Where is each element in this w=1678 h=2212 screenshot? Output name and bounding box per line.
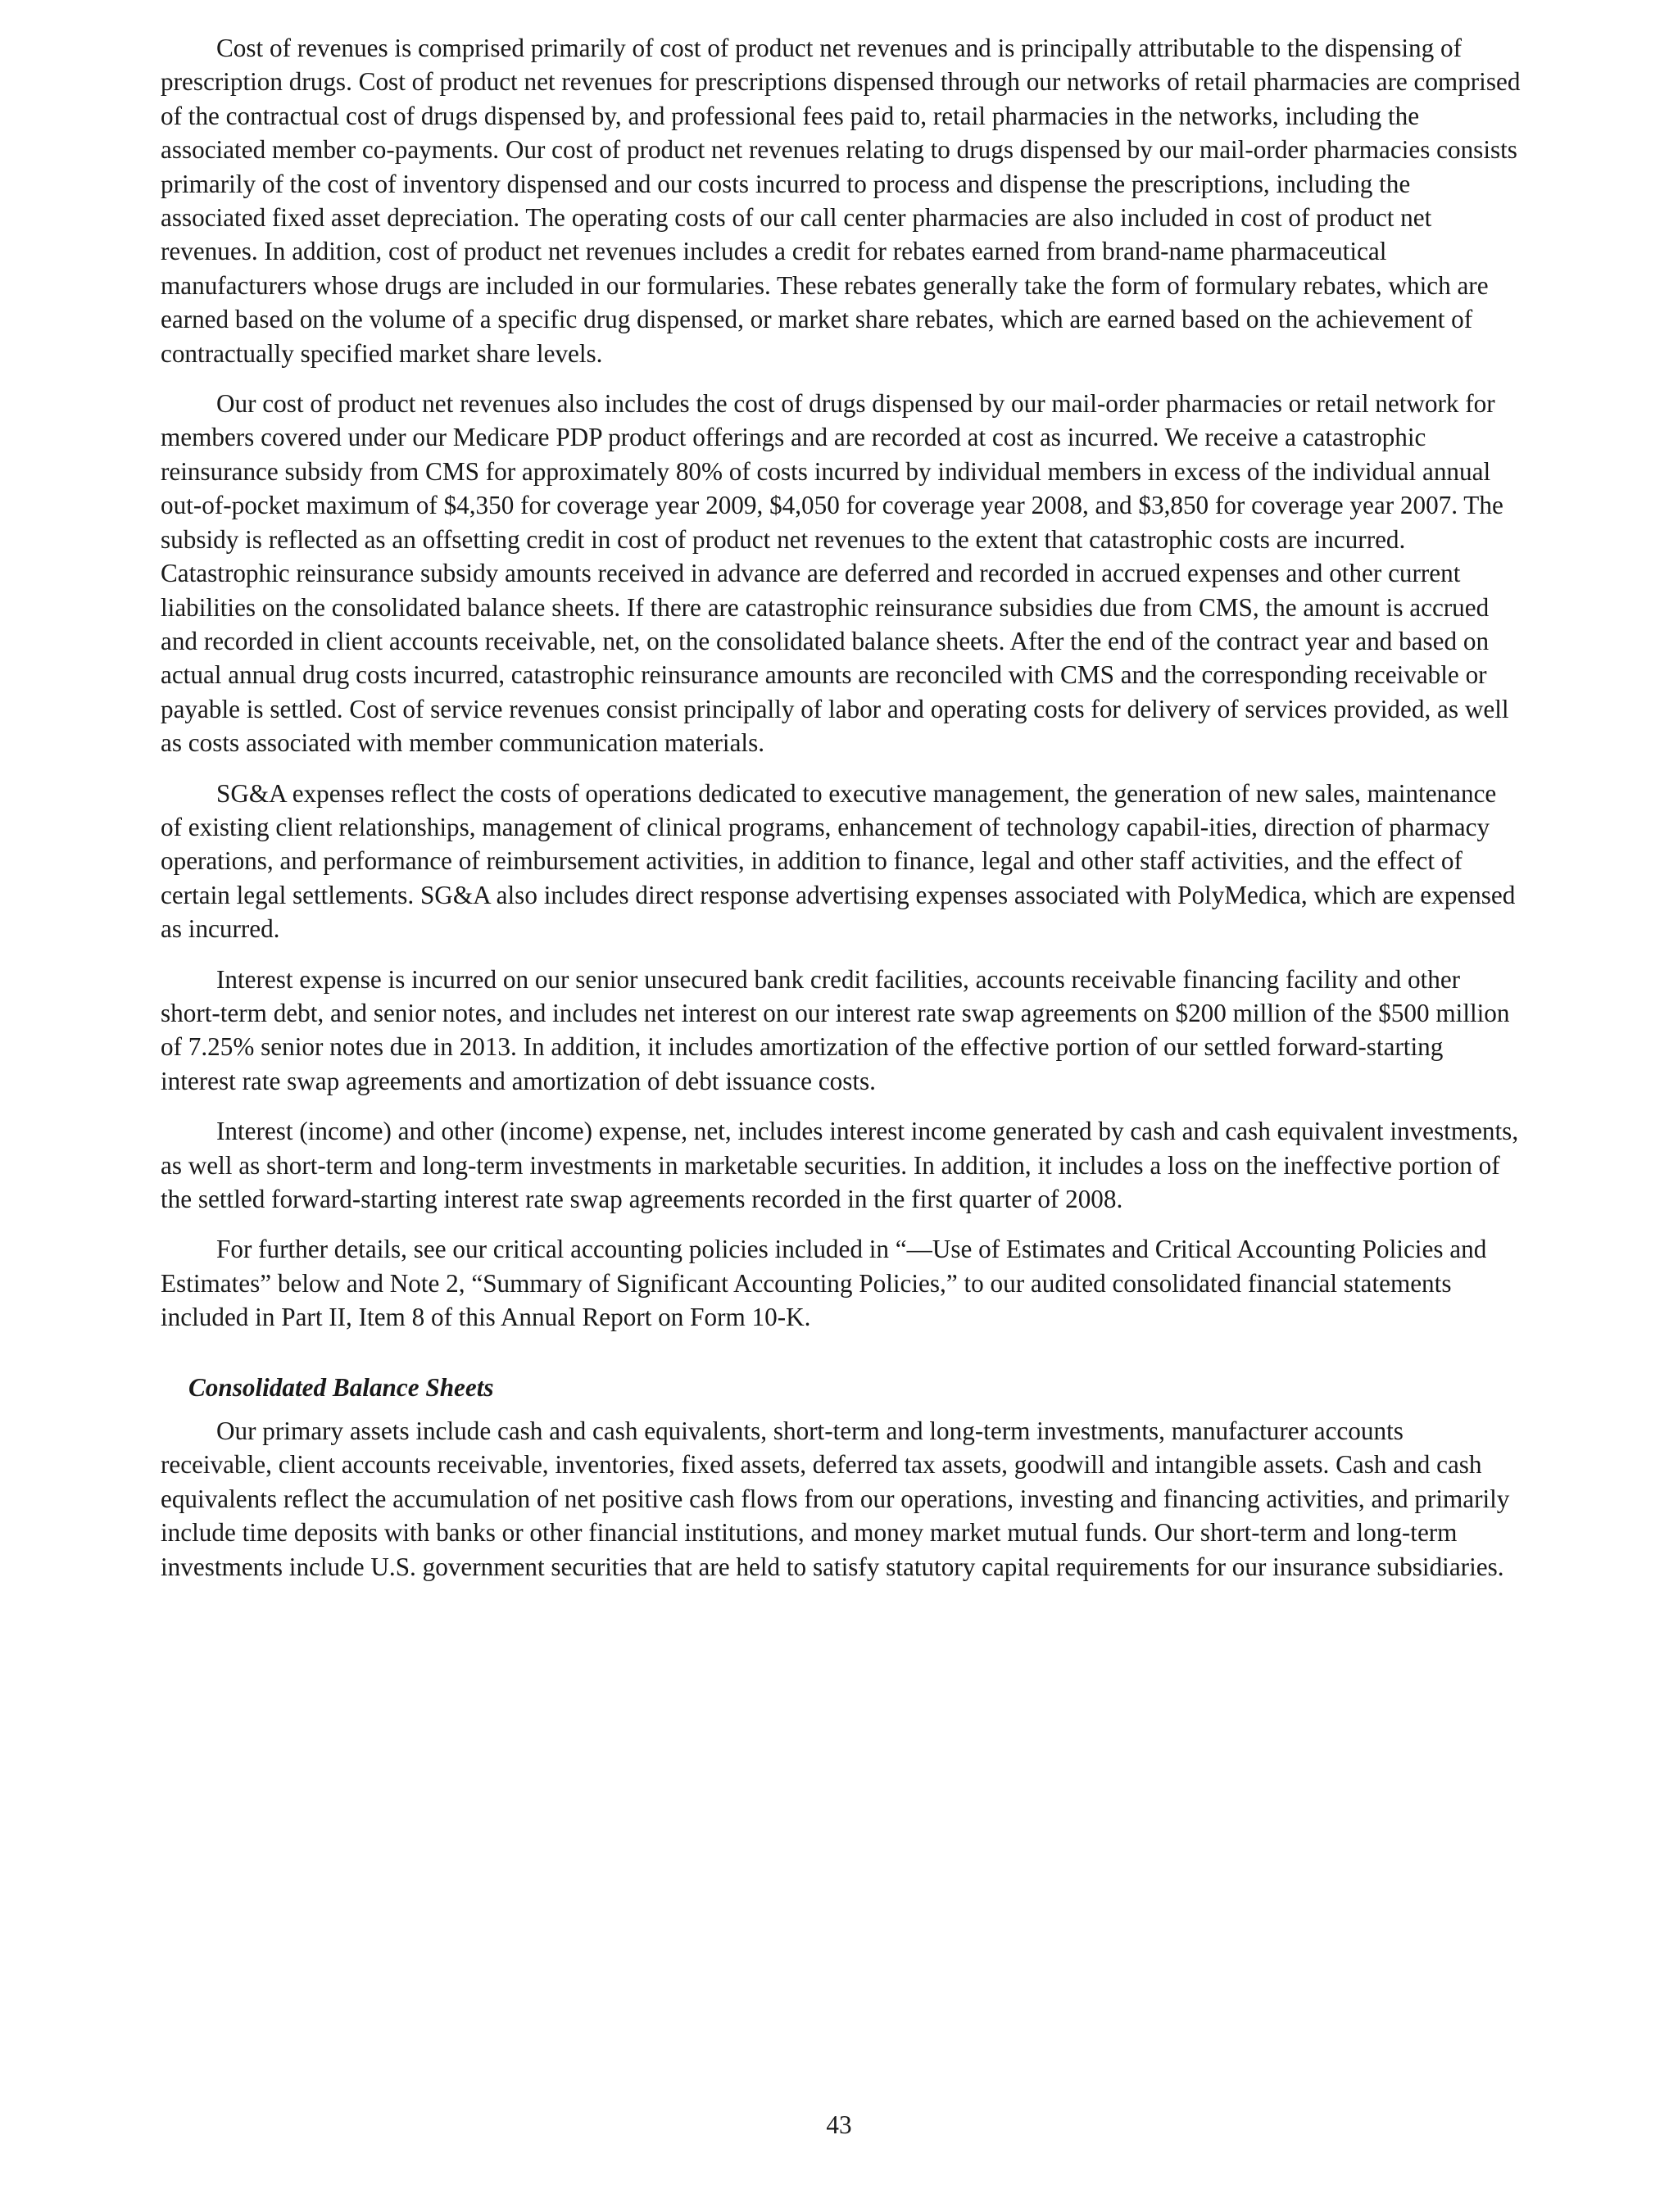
- page-number: 43: [826, 2110, 852, 2139]
- paragraph-interest-income: Interest (income) and other (income) expense, net, includes interest income generated by cash and cash equivalent investments, as well as short-term and long-term investments in marketable securities. In addition, it includes a loss on the ineffective portion of the settled forward-starting interest rate swap agreements recorded in the first quarter of 2008.: [161, 1117, 1519, 1213]
- paragraph-cost-of-revenues: Cost of revenues is comprised primarily of cost of product net revenues and is principally attributable to the dispensing of prescription drugs. Cost of product net revenues for prescriptions dispensed through our networks of retail pharmacies are comprised of the contractual cost of drugs dispensed by, and professional fees paid to, retail pharmacies in the networks, including the associated member co-payments. Our cost of product net revenues relating to drugs dispensed by our mail-order pharmacies consists primarily of the cost of inventory dispensed and our costs incurred to process and dispense the prescriptions, including the associated fixed asset depreciation. The operating costs of our call center pharmacies are also included in cost of product net revenues. In addition, cost of product net revenues includes a credit for rebates earned from brand-name pharmaceutical manufacturers whose drugs are included in our formularies. These rebates generally take the form of formulary rebates, which are earned based on the volume of a specific drug dispensed, or market share rebates, which are earned based on the achievement of contractually specified market share levels.: [161, 34, 1521, 368]
- section-heading-balance-sheets: Consolidated Balance Sheets: [188, 1372, 494, 1402]
- paragraph-sga-expenses: SG&A expenses reflect the costs of operations dedicated to executive management, the generation of new sales, maintenance of existing client relationships, management of clinical programs, enhancement of technology capabil-ities, direction of pharmacy operations, and performance of reimbursement activities, in addition to finance, legal and other staff activities, and the effect of certain legal settlements. SG&A also includes direct response advertising expenses associated with PolyMedica, which are expensed as incurred.: [161, 778, 1516, 944]
- paragraph-primary-assets: Our primary assets include cash and cash equivalents, short-term and long-term investments, manufacturer accounts receivable, client accounts receivable, inventories, fixed assets, deferred tax assets, goodwill and intangible assets. Cash and cash equivalents reflect the accumulation of net positive cash flows from our operations, investing and financing activities, and primarily include time deposits with banks or other financial institutions, and money market mutual funds. Our short-term and long-term investments include U.S. government securities that are held to satisfy statutory capital requirements for our insurance subsidiaries.: [161, 1416, 1510, 1581]
- paragraph-interest-expense: Interest expense is incurred on our senior unsecured bank credit facilities, accounts receivable financing facility and other short-term debt, and senior notes, and includes net interest on our interest rate swap agreements on $200 million of the $500 million of 7.25% senior notes due in 2013. In addition, it includes amortization of the effective portion of our settled forward-starting interest rate swap agreements and amortization of debt issuance costs.: [161, 964, 1510, 1095]
- paragraph-medicare-pdp-costs: Our cost of product net revenues also includes the cost of drugs dispensed by our mail-order pharmacies or retail network for members covered under our Medicare PDP product offerings and are recorded at cost as incurred. We receive a catastrophic reinsurance subsidy from CMS for approximately 80% of costs incurred by individual members in excess of the individual annual out-of-pocket maximum of $4,350 for coverage year 2009, $4,050 for coverage year 2008, and $3,850 for coverage year 2007. The subsidy is reflected as an offsetting credit in cost of product net revenues to the extent that catastrophic costs are incurred. Catastrophic reinsurance subsidy amounts received in advance are deferred and recorded in accrued expenses and other current liabilities on the consolidated balance sheets. If there are catastrophic reinsurance subsidies due from CMS, the amount is accrued and recorded in client accounts receivable, net, on the consolidated balance sheets. After the end of the contract year and based on actual annual drug costs incurred, catastrophic reinsurance amounts are reconciled with CMS and the corresponding receivable or payable is settled. Cost of service revenues consist principally of labor and operating costs for delivery of services provided, as well as costs associated with member communication materials.: [161, 389, 1509, 758]
- document-page: [161, 31, 1521, 1600]
- paragraph-further-details: For further details, see our critical accounting policies included in “—Use of Estimates and Critical Accounting Policies and Estimates” below and Note 2, “Summary of Significant Accounting Policies,” to our audited consolidated financial statements included in Part II, Item 8 of this Annual Report on Form 10-K.: [161, 1235, 1487, 1332]
